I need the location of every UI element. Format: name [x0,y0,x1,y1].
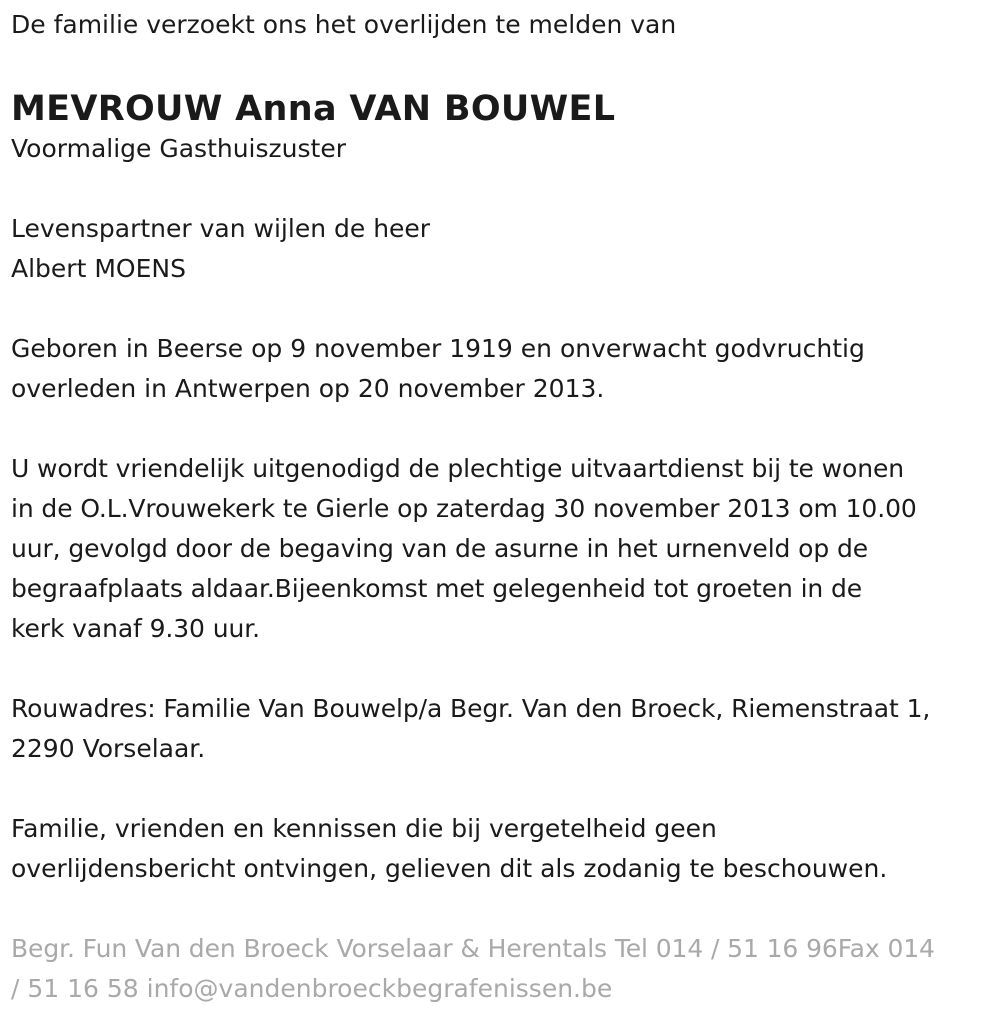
ceremony-line: kerk vanaf 9.30 uur. [11,614,260,643]
ceremony-line: begraafplaats aldaar.Bijeenkomst met gelegenheid tot groeten in de [11,574,863,603]
address-line: 2290 Vorselaar. [11,734,206,763]
birth-death-line: overleden in Antwerpen op 20 november 2013. [11,374,605,403]
closing-block [11,809,991,889]
deceased-title: Voormalige Gasthuiszuster [11,134,346,163]
partner-name: Albert MOENS [11,254,186,283]
deceased-name: MEVROUW Anna VAN BOUWEL [11,89,616,129]
ceremony-block [11,449,991,649]
funeral-home-line: / 51 16 58 info@vandenbroeckbegrafenissen.be [11,974,613,1003]
closing-line: Familie, vrienden en kennissen die bij vergetelheid geen [11,814,717,843]
address-block [11,689,991,769]
ceremony-line: U wordt vriendelijk uitgenodigd de plechtige uitvaartdienst bij te wonen [11,454,904,483]
ceremony-line: uur, gevolgd door de begaving van de asurne in het urnenveld op de [11,534,869,563]
address-line: Rouwadres: Familie Van Bouwelp/a Begr. Van den Broeck, Riemenstraat 1, [11,694,931,723]
birth-death-block [11,329,991,409]
ceremony-line: in de O.L.Vrouwekerk te Gierle op zaterdag 30 november 2013 om 10.00 [11,494,917,523]
intro-text: De familie verzoekt ons het overlijden te melden van [11,10,677,39]
funeral-home-footer [11,929,991,1009]
funeral-home-line: Begr. Fun Van den Broeck Vorselaar & Herentals Tel 014 / 51 16 96Fax 014 [11,934,935,963]
birth-death-line: Geboren in Beerse op 9 november 1919 en onverwacht godvruchtig [11,334,865,363]
partner-block [11,209,991,289]
death-notice [11,0,991,1009]
closing-line: overlijdensbericht ontvingen, gelieven dit als zodanig te beschouwen. [11,854,888,883]
partner-relation: Levenspartner van wijlen de heer [11,214,431,243]
